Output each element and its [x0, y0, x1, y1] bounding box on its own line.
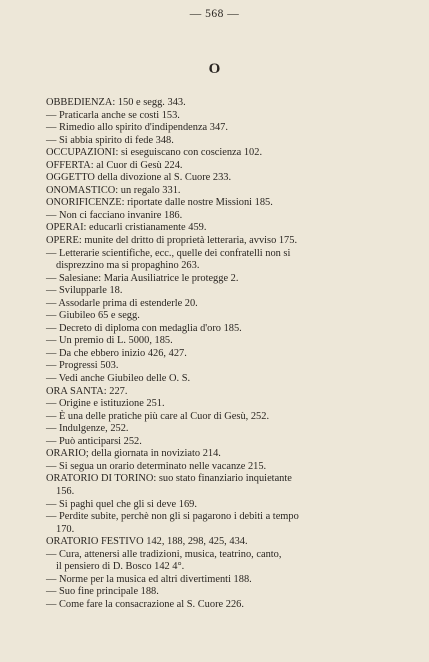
index-entry: [46, 110, 390, 123]
index-entry: [46, 411, 390, 424]
index-entry-text: — Si paghi quel che gli si deve 169.: [46, 498, 197, 510]
index-entry-text: ORARIO; della giornata in noviziato 214.: [46, 448, 221, 460]
section-letter: O: [208, 61, 221, 77]
index-entry-text: OBBEDIENZA: 150 e segg. 343.: [46, 97, 186, 108]
index-entry: [46, 298, 390, 311]
index-entry-text: — Vedi anche Giubileo delle O. S.: [46, 373, 191, 385]
index-entry: [46, 586, 390, 599]
index-entry-text: — Progressi 503.: [46, 360, 119, 372]
index-entry-continuation: 170.: [56, 523, 75, 535]
index-entry-text: — Decreto di diploma con medaglia d'oro 185.: [46, 322, 242, 334]
index-entry: [46, 122, 390, 135]
index-entry: [46, 599, 390, 612]
index-entry-text: ONOMASTICO: un regalo 331.: [46, 184, 181, 196]
index-entry: [46, 373, 390, 386]
index-entry: [46, 386, 390, 399]
index-entry-text: — Può anticiparsi 252.: [46, 435, 142, 447]
index-entry: [46, 348, 390, 361]
index-entry: [46, 147, 390, 160]
index-entry-text: — Cura, attenersi alle tradizioni, musica, teatrino, canto,: [46, 548, 282, 560]
index-entry-text: ORATORIO DI TORINO: suo stato finanziario inquietante: [46, 473, 292, 485]
index-entry-text: OPERE: munite del dritto di proprietà letteraria, avviso 175.: [46, 235, 298, 247]
index-entry-text: — Perdite subite, perchè non gli si pagarono i debiti a tempo: [46, 511, 299, 523]
index-list: [46, 97, 390, 611]
index-entry-text: OCCUPAZIONI: si eseguiscano con coscienza 102.: [46, 147, 263, 159]
index-entry: [46, 323, 390, 336]
index-entry-text: — Come fare la consacrazione al S. Cuore 226.: [46, 598, 244, 610]
index-entry-text: — Svilupparle 18.: [46, 285, 123, 297]
index-entry: [46, 436, 390, 449]
index-entry-text: OGGETTO della divozione al S. Cuore 233.: [46, 172, 232, 184]
index-entry-text: — Si abbia spirito di fede 348.: [46, 134, 174, 146]
index-entry: [46, 398, 390, 411]
index-entry-text: — Un premio di L. 5000, 185.: [46, 335, 173, 347]
index-entry: [46, 185, 390, 198]
index-entry: [46, 172, 390, 185]
index-entry: [46, 285, 390, 298]
index-entry: [46, 235, 390, 248]
index-entry-text: — Salesiane: Maria Ausiliatrice le protegge 2.: [46, 272, 239, 284]
index-entry: [46, 511, 390, 536]
index-entry: [46, 135, 390, 148]
index-entry-text: OPERAI: educarli cristianamente 459.: [46, 222, 207, 234]
index-entry-text: — Origine e istituzione 251.: [46, 398, 165, 410]
index-entry-text: ONORIFICENZE: riportate dalle nostre Missioni 185.: [46, 197, 273, 209]
index-entry-continuation: disprezzino ma si propaghino 263.: [56, 260, 200, 272]
index-entry: [46, 310, 390, 323]
index-entry: [46, 549, 390, 574]
index-entry-text: — Giubileo 65 e segg.: [46, 310, 140, 322]
index-entry: [46, 448, 390, 461]
index-entry: [46, 360, 390, 373]
index-entry-text: OFFERTA: al Cuor di Gesù 224.: [46, 159, 183, 171]
index-entry-text: ORA SANTA: 227.: [46, 385, 128, 397]
index-entry-text: — Assodarle prima di estenderle 20.: [46, 297, 198, 309]
index-entry-text: — Non ci facciano invanire 186.: [46, 209, 183, 221]
index-entry-text: — Letterarie scientifiche, ecc., quelle dei confratelli non si: [46, 247, 291, 259]
index-entry: [46, 574, 390, 587]
index-entry-text: — Indulgenze, 252.: [46, 423, 129, 435]
index-entry-text: — Norme per la musica ed altri divertimenti 188.: [46, 573, 252, 585]
index-entry: [46, 197, 390, 210]
index-entry: [46, 248, 390, 273]
index-entry: [46, 461, 390, 474]
index-entry-continuation: 156.: [56, 485, 75, 497]
page-number: — 568 —: [189, 8, 240, 20]
index-entry-text: — Suo fine principale 188.: [46, 586, 159, 598]
index-entry: [46, 335, 390, 348]
index-entry: [46, 273, 390, 286]
index-entry: [46, 210, 390, 223]
index-entry: [46, 97, 390, 110]
index-entry: [46, 473, 390, 498]
index-entry: [46, 160, 390, 173]
index-entry: [46, 536, 390, 549]
index-entry-text: — Da che ebbero inizio 426, 427.: [46, 347, 187, 359]
index-entry-text: — È una delle pratiche più care al Cuor di Gesù, 252.: [46, 410, 270, 422]
index-entry: [46, 222, 390, 235]
index-entry-continuation: il pensiero di D. Bosco 142 4°.: [56, 561, 185, 573]
index-entry: [46, 499, 390, 512]
index-entry-text: ORATORIO FESTIVO 142, 188, 298, 425, 434.: [46, 536, 248, 548]
index-entry-text: — Si segua un orario determinato nelle vacanze 215.: [46, 460, 267, 472]
index-entry-text: — Praticarla anche se costi 153.: [46, 109, 180, 121]
index-entry: [46, 423, 390, 436]
index-entry-text: — Rimedio allo spirito d'indipendenza 347.: [46, 122, 228, 134]
